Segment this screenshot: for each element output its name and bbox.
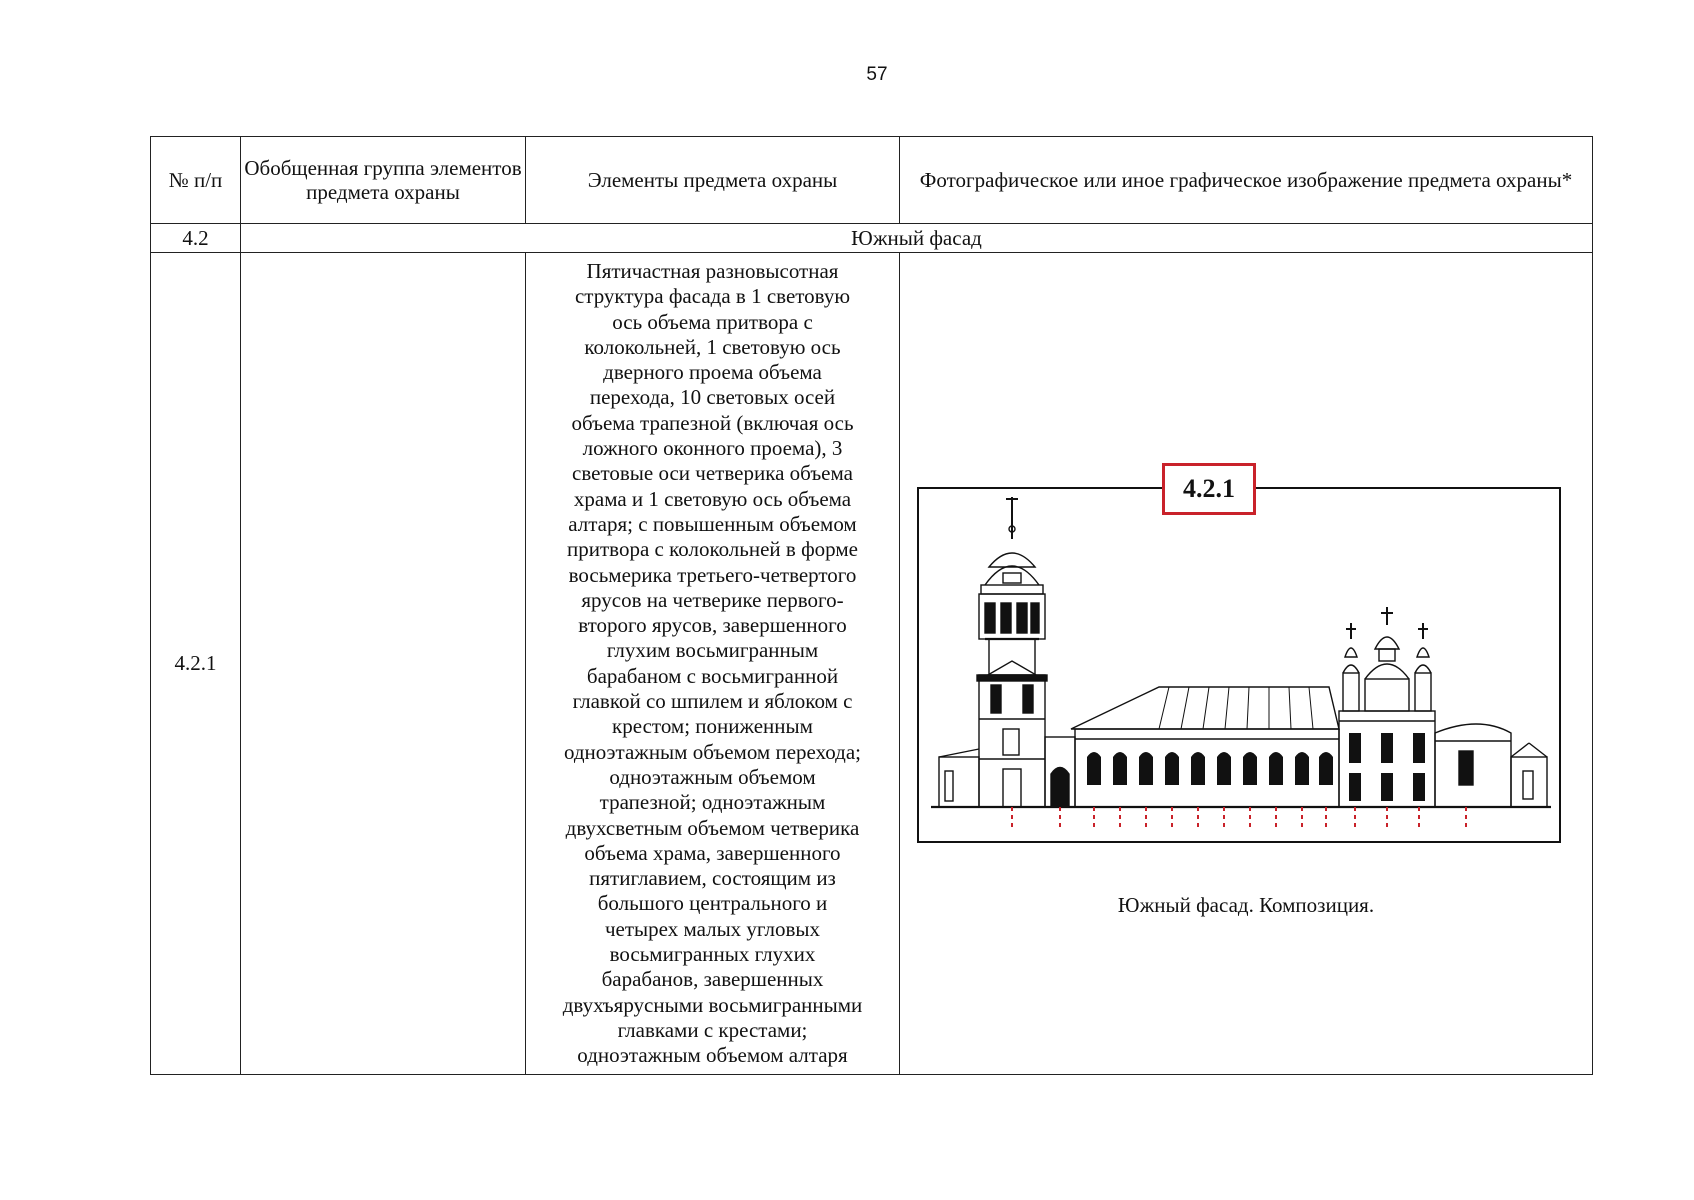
elements-line: алтаря; с повышенным объемом xyxy=(568,511,857,536)
section-row xyxy=(151,224,1593,253)
item-num: 4.2.1 xyxy=(151,253,241,1075)
item-group xyxy=(241,253,526,1075)
elements-line: объема трапезной (включая ось xyxy=(571,410,854,435)
elements-line: ярусов на четверике первого- xyxy=(581,587,844,612)
elements-line: притвора с колокольней в форме xyxy=(567,537,858,562)
elements-line: крестом; пониженным xyxy=(612,714,813,739)
item-row xyxy=(151,253,1593,1075)
header-image: Фотографическое или иное графическое изображение предмета охраны* xyxy=(900,137,1593,224)
elements-line: главками с крестами; xyxy=(617,1017,808,1042)
elements-line: перехода, 10 световых осей xyxy=(589,385,836,410)
elements-line: глухим восьмигранным xyxy=(606,638,819,663)
facade-label-tag: 4.2.1 xyxy=(1162,463,1256,515)
elements-line: двухъярусными восьмигранными xyxy=(562,992,863,1017)
elements-line: второго ярусов, завершенного xyxy=(578,613,847,638)
header-row xyxy=(151,137,1593,224)
elements-line: световые оси четверика объема xyxy=(572,461,853,486)
elements-text xyxy=(536,259,889,1069)
elements-line: ложного оконного проема), 3 xyxy=(582,436,843,461)
header-elements: Элементы предмета охраны xyxy=(526,137,900,224)
facade-drawing xyxy=(917,487,1561,843)
image-caption: Южный фасад. Композиция. xyxy=(1117,893,1375,917)
elements-line: одноэтажным объемом перехода; xyxy=(563,739,862,764)
elements-line: барабанов, завершенных xyxy=(601,967,824,992)
elements-line: дверного проема объема xyxy=(603,360,822,385)
south-facade-drawing xyxy=(919,489,1559,841)
elements-line: трапезной; одноэтажным xyxy=(599,790,826,815)
item-image-cell xyxy=(900,253,1593,1075)
elements-line: Пятичастная разновысотная xyxy=(586,259,839,283)
elements-line: структура фасада в 1 световую xyxy=(574,284,851,309)
section-title: Южный фасад xyxy=(241,224,1593,253)
elements-line: пятиглавием, состоящим из xyxy=(589,866,836,891)
item-elements xyxy=(526,253,900,1075)
elements-line: двухсветным объемом четверика xyxy=(565,815,860,840)
elements-line: одноэтажным объемом алтаря xyxy=(577,1043,848,1068)
elements-line: храма и 1 световую ось объема xyxy=(573,486,852,511)
elements-line: ось объема притвора с xyxy=(612,309,813,334)
elements-line: главкой со шпилем и яблоком с xyxy=(572,689,853,714)
elements-line: большого центрального и xyxy=(597,891,828,916)
image-box xyxy=(900,253,1592,1068)
elements-line: колокольней, 1 световую ось xyxy=(584,334,841,359)
protection-table xyxy=(150,136,1593,1075)
elements-line: восьмигранных глухих xyxy=(609,942,816,967)
elements-line: четырех малых угловых xyxy=(604,916,820,941)
section-num: 4.2 xyxy=(151,224,241,253)
elements-line: восьмерика третьего-четвертого xyxy=(568,562,857,587)
elements-line: барабаном с восьмигранной xyxy=(586,663,839,688)
page-number: 57 xyxy=(866,64,888,85)
elements-line: одноэтажным объемом xyxy=(609,764,816,789)
elements-line: объема храма, завершенного xyxy=(584,840,841,865)
header-group: Обобщенная группа элементов предмета охраны xyxy=(241,137,526,224)
header-num: № п/п xyxy=(151,137,241,224)
